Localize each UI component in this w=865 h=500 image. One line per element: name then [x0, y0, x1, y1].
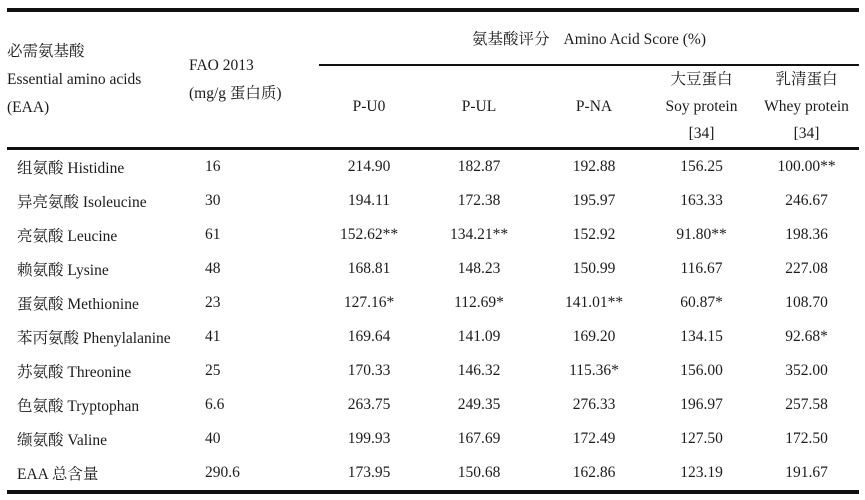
cell-fao: 290.6: [205, 464, 240, 481]
row-methionine: [7, 286, 859, 320]
header-soy-line-zh: 大豆蛋白: [670, 71, 733, 88]
cell-fao: 6.6: [205, 396, 225, 413]
cell-soy: 156.25: [680, 158, 723, 175]
cell-whey: 246.67: [785, 192, 828, 209]
amino-acid-score-table: [7, 8, 859, 494]
cell-pu0: 168.81: [347, 260, 391, 277]
cell-pul: 146.32: [457, 362, 501, 379]
cell-pu0: 214.90: [347, 158, 391, 175]
cell-pna: 276.33: [572, 396, 616, 413]
cell-pu0: 199.93: [347, 430, 391, 447]
cell-pna: 152.92: [572, 226, 616, 243]
cell-name: 赖氨酸 Lysine: [17, 262, 109, 279]
cell-name: 苯丙氨酸 Phenylalanine: [17, 330, 171, 347]
header-score-group-zh: 氨基酸评分: [472, 31, 550, 48]
row-isoleucine: [7, 184, 859, 218]
cell-soy: 127.50: [680, 430, 723, 447]
cell-pu0: 127.16*: [343, 294, 395, 311]
row-tryptophan: [7, 388, 859, 422]
cell-whey: 352.00: [785, 362, 828, 379]
header-col-pul: P-UL: [461, 97, 497, 115]
cell-fao: 48: [205, 260, 221, 277]
header-essential-amino-acids: [7, 10, 189, 149]
cell-pu0: 152.62**: [339, 226, 399, 243]
cell-soy: 156.00: [680, 362, 723, 379]
cell-fao: 40: [205, 430, 221, 447]
cell-whey: 257.58: [785, 396, 828, 413]
header-soy-citation: [34]: [688, 125, 715, 142]
header-col-pna: P-NA: [575, 97, 613, 115]
cell-pu0: 263.75: [347, 396, 391, 413]
header-fao-line-1: FAO 2013: [189, 56, 254, 74]
row-phenylalanine: [7, 320, 859, 354]
cell-name: 亮氨酸 Leucine: [17, 228, 118, 245]
cell-soy: 134.15: [680, 328, 723, 345]
row-valine: [7, 422, 859, 456]
cell-pul: 167.69: [457, 430, 501, 447]
table-body: [7, 149, 859, 493]
cell-whey: 108.70: [785, 294, 828, 311]
cell-pul: 172.38: [457, 192, 501, 209]
cell-pul: 182.87: [457, 158, 501, 175]
cell-pu0: 173.95: [347, 464, 391, 481]
table-header: [7, 10, 859, 149]
header-col-pu0: P-U0: [352, 97, 386, 115]
header-col-whey-protein: [754, 65, 859, 149]
cell-name: 蛋氨酸 Methionine: [17, 296, 139, 313]
cell-name: 异亮氨酸 Isoleucine: [17, 194, 147, 211]
header-score-group-en: Amino Acid Score (%): [563, 31, 706, 48]
cell-soy: 91.80**: [676, 226, 727, 243]
header-fao-line-2: (mg/g 蛋白质): [189, 84, 282, 102]
header-whey-line-en: Whey protein: [764, 98, 849, 115]
cell-fao: 30: [205, 192, 221, 209]
cell-pu0: 194.11: [347, 192, 391, 209]
cell-pul: 112.69*: [454, 294, 504, 311]
header-col-soy-protein: [649, 65, 754, 149]
cell-whey: 172.50: [785, 430, 828, 447]
cell-name: 组氨酸 Histidine: [17, 160, 125, 177]
cell-whey: 191.67: [785, 464, 828, 481]
cell-pu0: 170.33: [347, 362, 391, 379]
cell-soy: 116.67: [680, 260, 723, 277]
header-amino-acid-score-group: [319, 10, 859, 65]
cell-fao: 23: [205, 294, 221, 311]
cell-pna: 115.36*: [569, 362, 619, 379]
cell-pul: 134.21**: [449, 226, 509, 243]
header-eaa-line-abbr: (EAA): [7, 98, 50, 116]
cell-pul: 249.35: [457, 396, 501, 413]
cell-name: 色氨酸 Tryptophan: [17, 398, 140, 415]
cell-pu0: 169.64: [347, 328, 391, 345]
header-eaa-line-en: Essential amino acids: [7, 70, 142, 88]
cell-pna: 195.97: [572, 192, 616, 209]
cell-name: EAA 总含量: [17, 466, 99, 483]
cell-pul: 141.09: [457, 328, 501, 345]
cell-soy: 196.97: [680, 396, 723, 413]
header-whey-citation: [34]: [793, 125, 820, 142]
cell-whey: 92.68*: [785, 328, 828, 345]
cell-soy: 60.87*: [680, 294, 723, 311]
cell-pul: 148.23: [457, 260, 501, 277]
cell-pul: 150.68: [457, 464, 501, 481]
row-eaa-total: [7, 456, 859, 492]
row-leucine: [7, 218, 859, 252]
header-whey-line-zh: 乳清蛋白: [775, 71, 838, 88]
cell-fao: 61: [205, 226, 221, 243]
row-lysine: [7, 252, 859, 286]
cell-soy: 123.19: [680, 464, 723, 481]
cell-fao: 41: [205, 328, 221, 345]
header-row-group: [7, 10, 859, 65]
cell-whey: 227.08: [785, 260, 828, 277]
cell-pna: 169.20: [572, 328, 616, 345]
header-soy-line-en: Soy protein: [665, 98, 738, 115]
cell-pna: 162.86: [572, 464, 616, 481]
cell-name: 苏氨酸 Threonine: [17, 364, 132, 381]
header-fao-2013: [189, 10, 319, 149]
cell-whey: 100.00**: [777, 158, 836, 175]
row-threonine: [7, 354, 859, 388]
cell-pna: 141.01**: [564, 294, 624, 311]
cell-pna: 172.49: [572, 430, 616, 447]
cell-name: 缬氨酸 Valine: [17, 432, 107, 449]
cell-soy: 163.33: [680, 192, 723, 209]
row-histidine: [7, 149, 859, 185]
cell-pna: 192.88: [572, 158, 616, 175]
header-eaa-line-zh: 必需氨基酸: [7, 42, 85, 60]
cell-pna: 150.99: [572, 260, 616, 277]
cell-fao: 16: [205, 158, 221, 175]
cell-fao: 25: [205, 362, 221, 379]
cell-whey: 198.36: [785, 226, 828, 243]
